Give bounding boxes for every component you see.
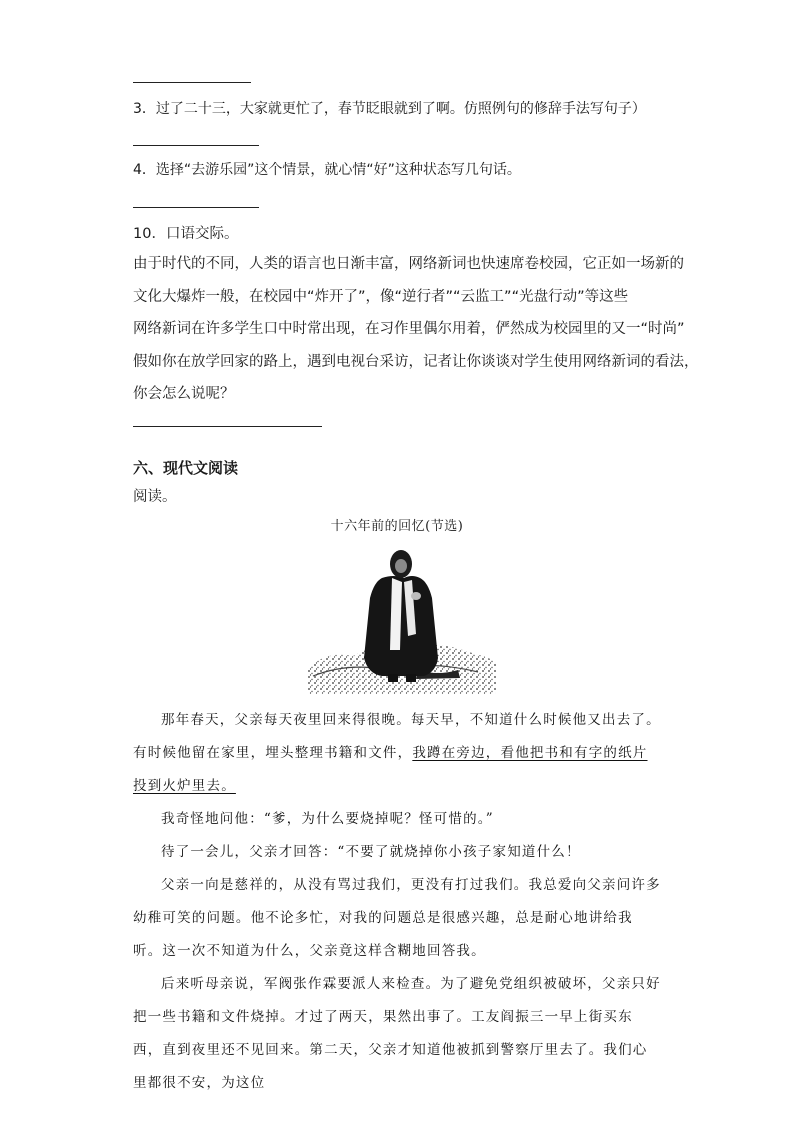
article-paragraph: 待了一会儿，父亲才回答：“不要了就烧掉你小孩子家知道什么！ — [161, 844, 581, 860]
article-body — [133, 704, 661, 1100]
answer-line — [133, 82, 251, 83]
portrait-photo-icon — [308, 538, 496, 694]
underlined-sentence: 我蹲在旁边，看他把书和有字的纸片投到火炉里去。 — [133, 745, 648, 794]
question-10-passage — [133, 248, 699, 411]
article-paragraph — [133, 704, 661, 803]
question-4: 4．选择“去游乐园”这个情景，就心情“好”这种状态写几句话。 — [133, 162, 521, 178]
passage-line: 你会怎么说呢？ — [133, 386, 235, 402]
answer-line — [133, 426, 322, 427]
passage-line: 网络新词在许多学生口中时常出现，在习作里偶尔用着，俨然成为校园里的又一“时尚” — [133, 321, 685, 337]
article-paragraph: 我奇怪地问他：“爹，为什么要烧掉呢？怪可惜的。” — [161, 811, 494, 827]
section-instruction: 阅读。 — [133, 489, 177, 505]
section-title: 六、现代文阅读 — [133, 459, 239, 477]
answer-line — [133, 207, 259, 208]
passage-line: 假如你在放学回家的路上，遇到电视台采访，记者让你谈谈对学生使用网络新词的看法， — [133, 353, 699, 370]
article-paragraph: 后来听母亲说，军阀张作霖要派人来检查。为了避免党组织被破坏，父亲只好把一些书籍和文件烧掉。才过了两天，果然出事了。工友阎振三一早上街买东西，直到夜里还不见回来。第二天，父亲才知道他被抓到警察厅里去了。我们心里都很不安，为这位 — [133, 976, 661, 1091]
question-3: 3．过了二十三，大家就更忙了，春节眨眼就到了啊。仿照例句的修辞手法写句子） — [133, 101, 646, 117]
article-title: 十六年前的回忆(节选) — [330, 519, 464, 534]
question-10-title: 10．口语交际。 — [133, 226, 239, 242]
answer-line — [133, 145, 259, 146]
passage-line: 文化大爆炸一般，在校园中“炸开了”，像“逆行者”“云监工”“光盘行动”等这些 — [133, 288, 629, 305]
paragraph-text: 那年春天，父亲每天夜里回来得很晚。每天早，不知道什么时候他又出去了。有时候他留在家里，埋头整理书籍和文件， — [133, 712, 661, 761]
article-paragraph: 父亲一向是慈祥的，从没有骂过我们，更没有打过我们。我总爱向父亲问许多幼稚可笑的问题。他不论多忙，对我的问题总是很感兴趣，总是耐心地讲给我听。这一次不知道为什么，父亲竟这样含糊地回答我。 — [133, 877, 661, 959]
passage-line: 由于时代的不同，人类的语言也日渐丰富，网络新词也快速席卷校园，它正如一场新的 — [133, 256, 684, 272]
